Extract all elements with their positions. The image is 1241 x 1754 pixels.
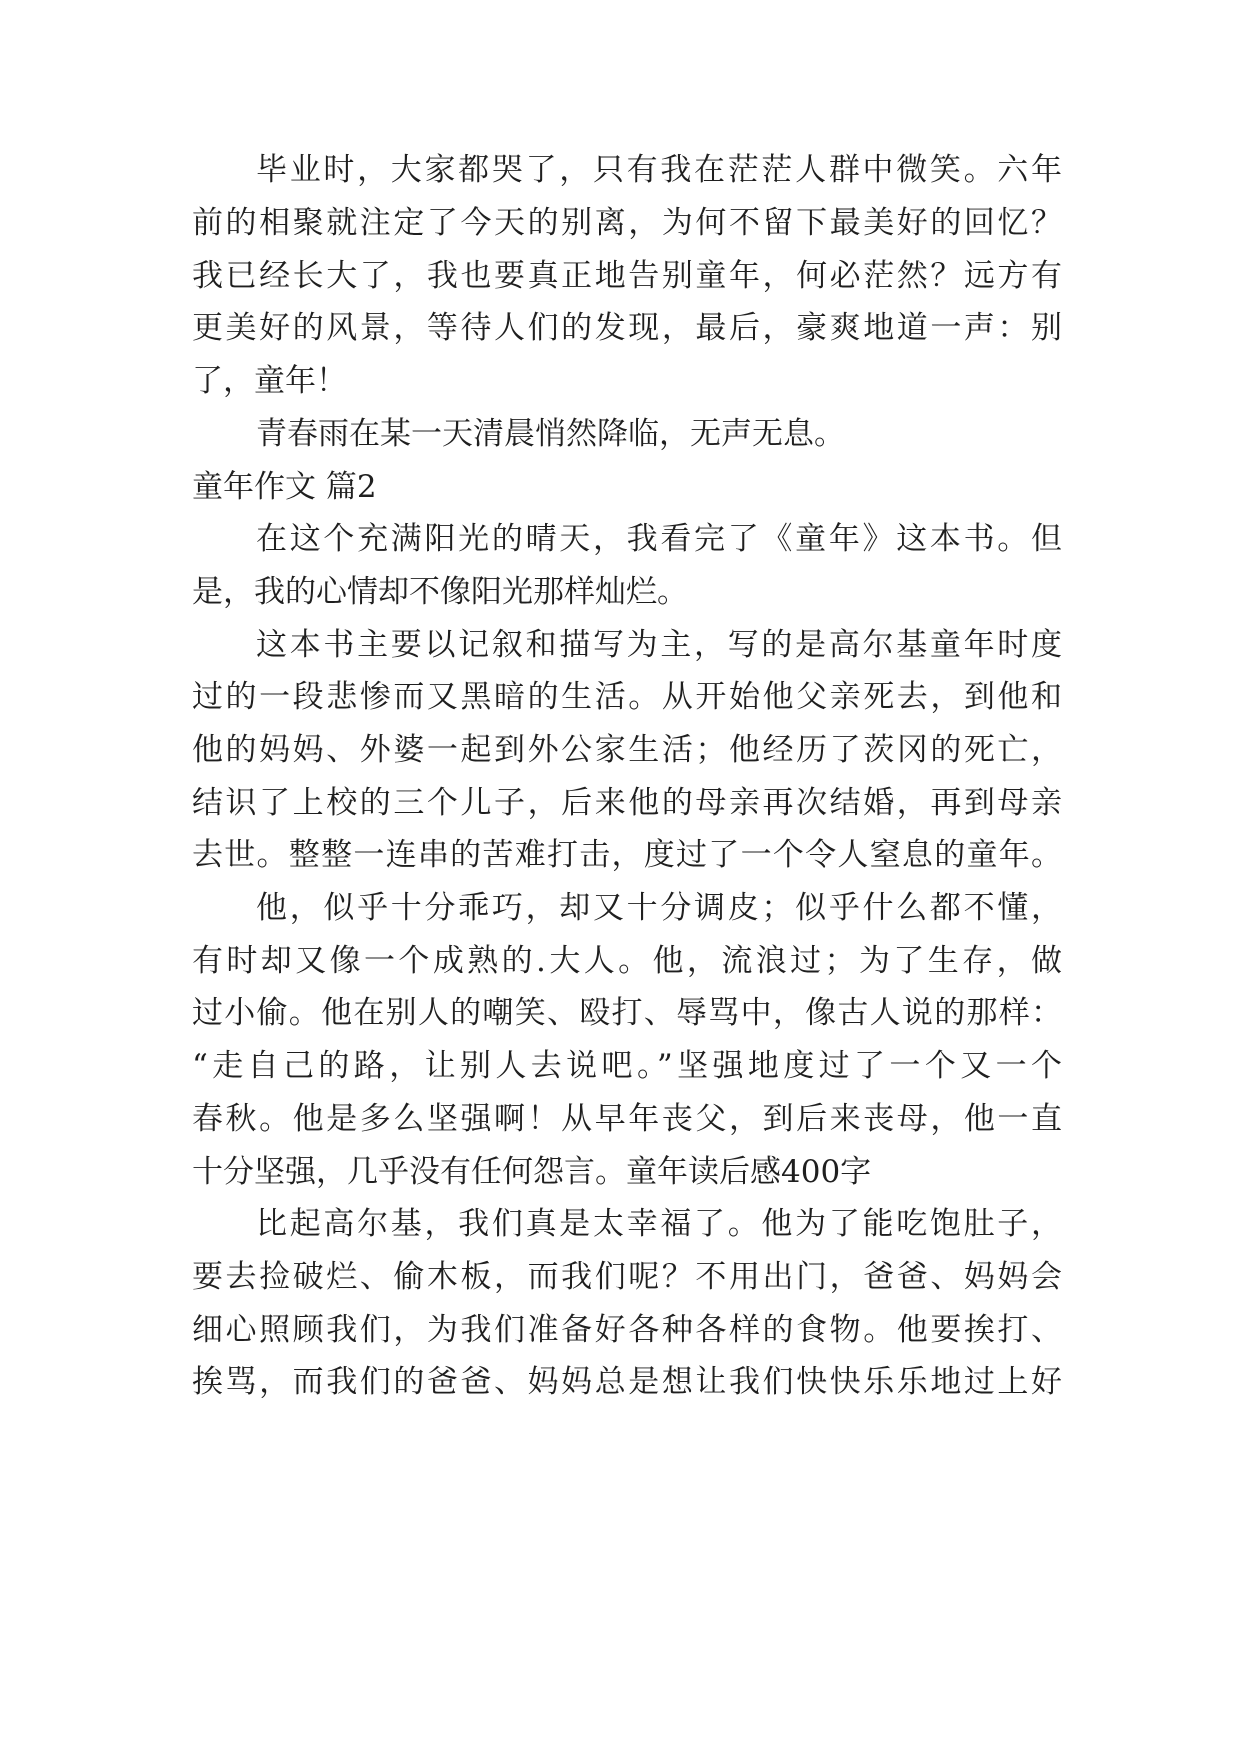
- paragraph-line: 是，我的心情却不像阳光那样灿烂。: [192, 574, 688, 610]
- paragraph-line: 他的妈妈、外婆一起到外公家生活；他经历了茨冈的死亡，: [192, 732, 1062, 768]
- paragraph-line: 前的相聚就注定了今天的别离，为何不留下最美好的回忆？: [192, 205, 1062, 241]
- paragraph-line: 去世。整整一连串的苦难打击，度过了一个令人窒息的童年。: [192, 837, 1062, 873]
- paragraph-line: 比起高尔基，我们真是太幸福了。他为了能吃饱肚子，: [256, 1206, 1062, 1242]
- paragraph-line: 细心照顾我们，为我们准备好各种各样的食物。他要挨打、: [192, 1312, 1062, 1348]
- paragraph-line: 十分坚强，几乎没有任何怨言。童年读后感400字: [192, 1154, 872, 1190]
- paragraph-line: “走自己的路，让别人去说吧。”坚强地度过了一个又一个: [192, 1048, 1062, 1084]
- paragraph-line: 过小偷。他在别人的嘲笑、殴打、辱骂中，像古人说的那样：: [192, 995, 1062, 1031]
- paragraph-line: 在这个充满阳光的晴天，我看完了《童年》这本书。但: [256, 521, 1062, 557]
- paragraph-line: 结识了上校的三个儿子，后来他的母亲再次结婚，再到母亲: [192, 785, 1062, 821]
- paragraph-line: 毕业时，大家都哭了，只有我在茫茫人群中微笑。六年: [256, 152, 1062, 188]
- paragraph-line: 这本书主要以记叙和描写为主，写的是高尔基童年时度: [256, 627, 1062, 663]
- paragraph-line: 青春雨在某一天清晨悄然降临，无声无息。: [256, 416, 845, 452]
- section-heading: 童年作文 篇2: [192, 469, 377, 505]
- paragraph-line: 他，似乎十分乖巧，却又十分调皮；似乎什么都不懂，: [256, 890, 1062, 926]
- paragraph-line: 要去捡破烂、偷木板，而我们呢？不用出门，爸爸、妈妈会: [192, 1259, 1062, 1295]
- paragraph-line: 过的一段悲惨而又黑暗的生活。从开始他父亲死去，到他和: [192, 679, 1062, 715]
- paragraph-line: 我已经长大了，我也要真正地告别童年，何必茫然？远方有: [192, 258, 1062, 294]
- paragraph-line: 挨骂，而我们的爸爸、妈妈总是想让我们快快乐乐地过上好: [192, 1364, 1062, 1400]
- paragraph-line: 更美好的风景，等待人们的发现，最后，豪爽地道一声：别: [192, 310, 1062, 346]
- paragraph-line: 春秋。他是多么坚强啊！从早年丧父，到后来丧母，他一直: [192, 1101, 1062, 1137]
- paragraph-line: 有时却又像一个成熟的.大人。他，流浪过；为了生存，做: [192, 943, 1062, 979]
- paragraph-line: 了，童年！: [192, 363, 347, 399]
